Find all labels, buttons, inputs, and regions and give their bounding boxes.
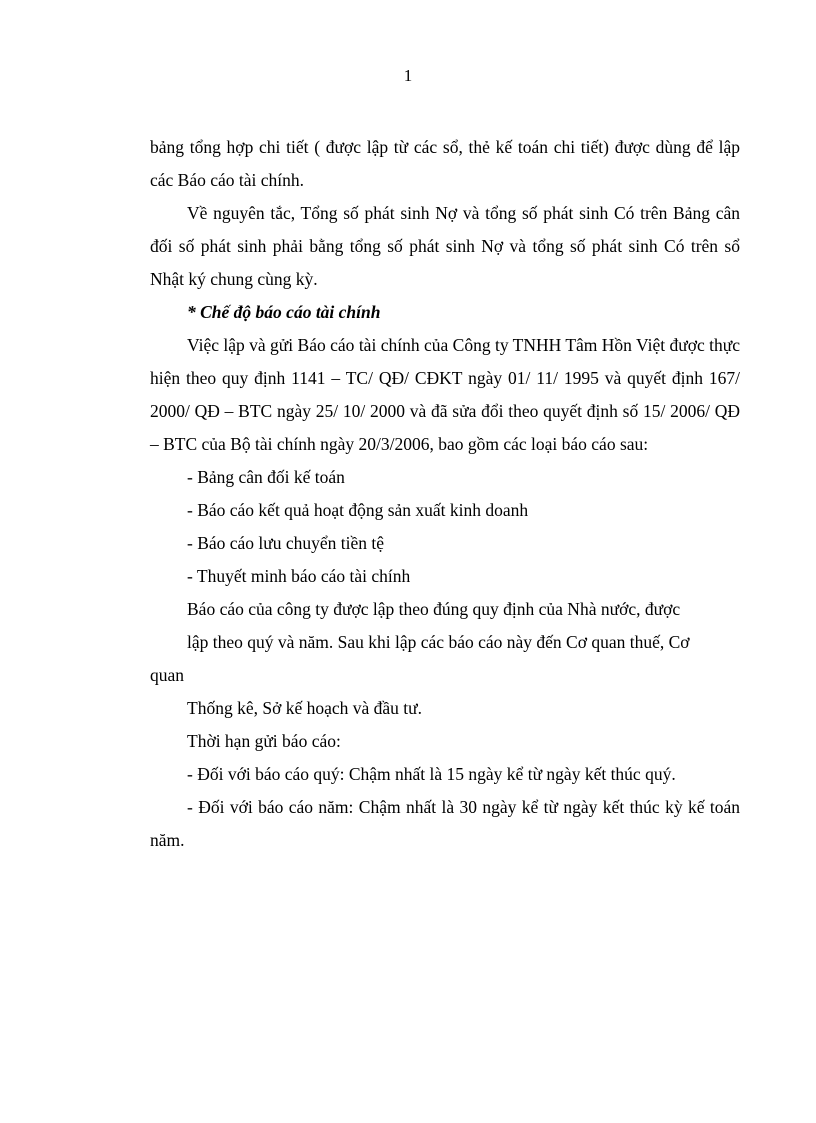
- page-number: 1: [403, 66, 413, 85]
- list-item: - Đối với báo cáo quý: Chậm nhất là 15 ngày kể từ ngày kết thúc quý.: [187, 764, 676, 784]
- list-item: - Thuyết minh báo cáo tài chính: [187, 566, 411, 586]
- list-item: - Đối với báo cáo năm: Chậm nhất là 30 ngày kể từ ngày kết thúc kỳ kế toán năm.: [150, 797, 740, 850]
- paragraph-line: Thống kê, Sở kế hoạch và đầu tư.: [187, 698, 423, 718]
- list-item: - Báo cáo kết quả hoạt động sản xuất kinh doanh: [187, 500, 529, 520]
- paragraph-line: quan: [150, 665, 185, 685]
- paragraph-principle: Về nguyên tắc, Tổng số phát sinh Nợ và tổng số phát sinh Có trên Bảng cân đối số phát sinh phải bằng tổng số phát sinh Nợ và tổng số phát sinh Có trên sổ Nhật ký chung cùng kỳ.: [150, 203, 740, 289]
- paragraph-continuation: bảng tổng hợp chi tiết ( được lập từ các sổ, thẻ kế toán chi tiết) được dùng để lập các Báo cáo tài chính.: [150, 137, 740, 190]
- document-body: [150, 131, 740, 857]
- paragraph-line: lập theo quý và năm. Sau khi lập các báo cáo này đến Cơ quan thuế, Cơ: [187, 632, 690, 652]
- list-item: - Bảng cân đối kế toán: [187, 467, 345, 487]
- paragraph-deadline-intro: Thời hạn gửi báo cáo:: [187, 731, 341, 751]
- paragraph-line: Báo cáo của công ty được lập theo đúng quy định của Nhà nước, được: [187, 599, 681, 619]
- list-item: - Báo cáo lưu chuyển tiền tệ: [187, 533, 385, 553]
- section-heading: * Chế độ báo cáo tài chính: [187, 302, 381, 322]
- paragraph-regulation: Việc lập và gửi Báo cáo tài chính của Công ty TNHH Tâm Hồn Việt được thực hiện theo quy định 1141 – TC/ QĐ/ CĐKT ngày 01/ 11/ 1995 và quyết định 167/ 2000/ QĐ – BTC ngày 25/ 10/ 2000 và đã sửa đổi theo quyết định số 15/ 2006/ QĐ – BTC của Bộ tài chính ngày 20/3/2006, bao gồm các loại báo cáo sau:: [150, 335, 740, 454]
